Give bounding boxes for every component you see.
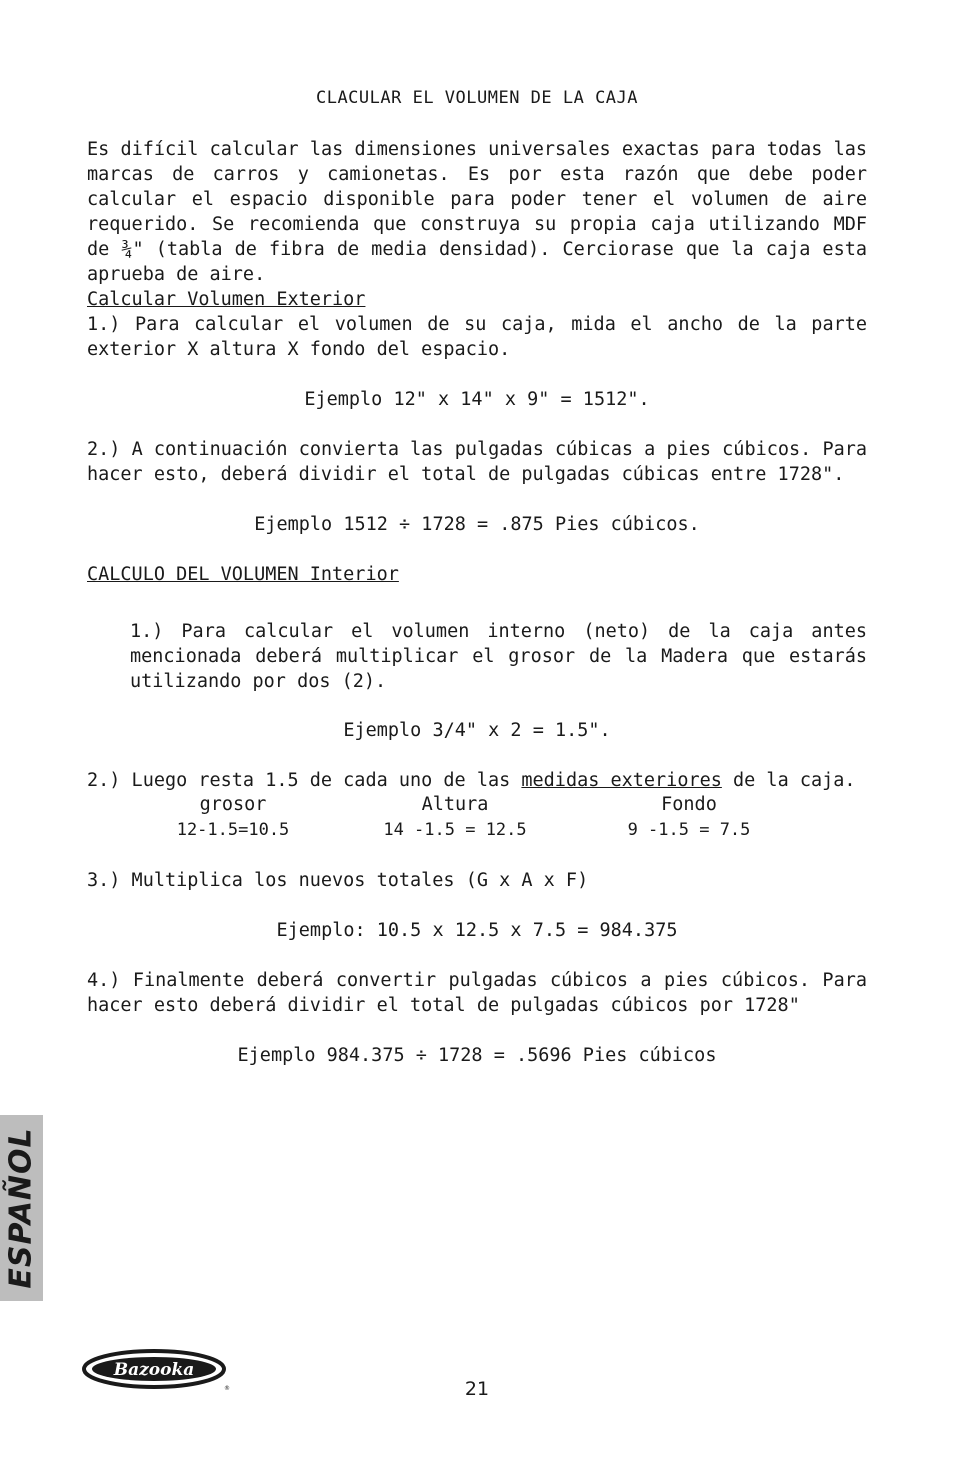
- language-side-tab-label: ESPAÑOL: [3, 1127, 39, 1289]
- interior-step-2-suffix: de la caja.: [721, 770, 856, 791]
- column-values: [87, 818, 867, 843]
- intro-paragraph: Es difícil calcular las dimensiones universales exactas para todas las marcas de carros y camionetas. Es por esta razón que debe poder calcular el espacio disponible para poder tener el volumen de aire requerido. Se recomienda que construya su propia caja utilizando MDF de ¾" (tabla de fibra de media densidad). Cerciorase que la caja esta aprueba de aire.: [87, 139, 867, 285]
- interior-example-3: Ejemplo: 10.5 x 12.5 x 7.5 = 984.375: [276, 920, 678, 941]
- page-title: CLACULAR EL VOLUMEN DE LA CAJA: [315, 88, 639, 108]
- interior-step-4: 4.) Finalmente deberá convertir pulgadas cúbicos a pies cúbicos. Para hacer esto deberá dividir el total de pulgadas cúbicos por 1728": [87, 970, 867, 1016]
- interior-heading: CALCULO DEL VOLUMEN Interior: [87, 564, 399, 585]
- svg-text:®: ®: [224, 1385, 230, 1392]
- interior-step-2-prefix: 2.) Luego resta 1.5 de cada uno de las: [87, 770, 522, 791]
- interior-step-3: 3.) Multiplica los nuevos totales (G x A x F): [87, 870, 589, 891]
- column-header-altura: Altura: [421, 794, 489, 815]
- interior-example-1: Ejemplo 3/4" x 2 = 1.5".: [343, 720, 611, 741]
- exterior-step-1: 1.) Para calcular el volumen de su caja, mida el ancho de la parte exterior X altura X fondo del espacio.: [87, 314, 867, 360]
- language-side-tab: [0, 1115, 43, 1301]
- column-header-fondo: Fondo: [661, 794, 717, 815]
- column-headers: [87, 792, 867, 817]
- exterior-example-1: Ejemplo 12" x 14" x 9" = 1512".: [304, 389, 650, 410]
- interior-step-2: [87, 768, 867, 793]
- interior-step-1: 1.) Para calcular el volumen interno (neto) de la caja antes mencionada deberá multiplicar el grosor de la Madera que estarás utilizando por dos (2).: [130, 621, 867, 692]
- bazooka-logo-text: Bazooka: [113, 1360, 195, 1380]
- column-value-fondo: 9 -1.5 = 7.5: [627, 820, 751, 840]
- column-value-grosor: 12-1.5=10.5: [176, 820, 290, 840]
- page-number: 21: [464, 1378, 490, 1400]
- interior-example-4: Ejemplo 984.375 ÷ 1728 = .5696 Pies cúbicos: [237, 1045, 717, 1066]
- exterior-heading: Calcular Volumen Exterior: [87, 289, 366, 310]
- column-value-altura: 14 -1.5 = 12.5: [383, 820, 527, 840]
- column-header-grosor: grosor: [199, 794, 267, 815]
- exterior-example-2: Ejemplo 1512 ÷ 1728 = .875 Pies cúbicos.: [254, 514, 700, 535]
- exterior-step-2: 2.) A continuación convierta las pulgadas cúbicas a pies cúbicos. Para hacer esto, deberá dividir el total de pulgadas cúbicas entre 1728".: [87, 439, 867, 485]
- interior-step-2-underlined: medidas exteriores: [521, 770, 722, 791]
